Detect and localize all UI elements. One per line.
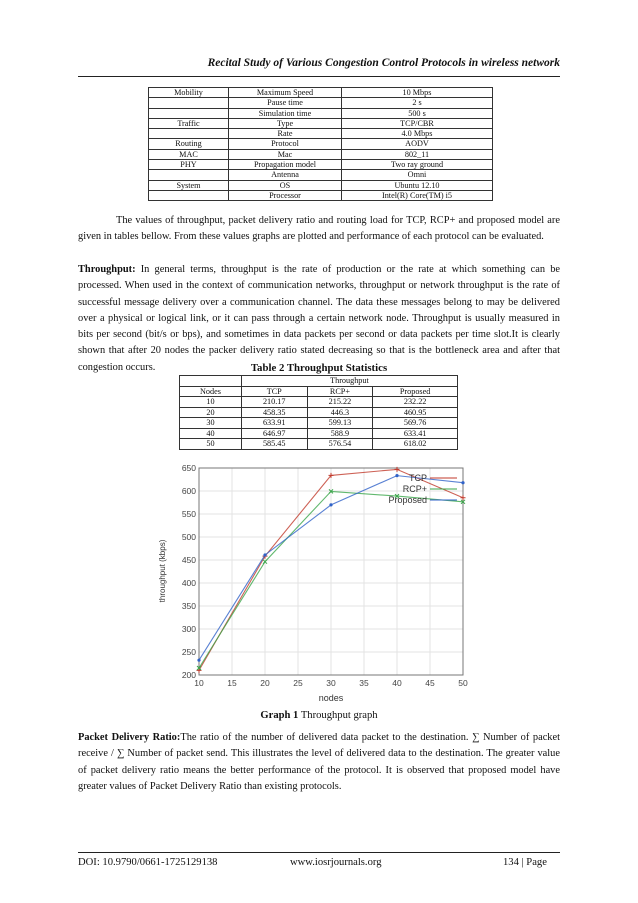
spec-row <box>149 180 493 190</box>
spec-cell: System <box>149 180 229 190</box>
throughput-cell: 633.41 <box>373 428 458 439</box>
throughput-row <box>180 407 458 418</box>
spec-row <box>149 160 493 170</box>
throughput-cell: 446.3 <box>307 407 373 418</box>
throughput-cell: 458.35 <box>241 407 307 418</box>
y-tick-label: 450 <box>181 555 196 565</box>
spec-cell <box>149 98 229 108</box>
legend-label: RCP+ <box>402 484 427 494</box>
y-tick-label: 550 <box>181 509 196 519</box>
throughput-row <box>180 397 458 408</box>
throughput-cell: 30 <box>180 418 242 429</box>
spec-cell: MAC <box>149 149 229 159</box>
y-tick-label: 400 <box>181 578 196 588</box>
spec-row <box>149 98 493 108</box>
throughput-paragraph <box>78 262 560 376</box>
spec-cell: OS <box>229 180 342 190</box>
spec-cell: Routing <box>149 139 229 149</box>
graph-caption-label: Graph 1 <box>260 710 299 721</box>
x-tick-label: 50 <box>458 678 468 688</box>
throughput-cell: 569.76 <box>373 418 458 429</box>
spec-row <box>149 170 493 180</box>
throughput-header-row <box>180 386 458 397</box>
throughput-cell: 588.9 <box>307 428 373 439</box>
spec-cell: Antenna <box>229 170 342 180</box>
throughput-cell: 618.02 <box>373 439 458 450</box>
throughput-heading: Throughput: <box>78 264 136 275</box>
throughput-column-header: Proposed <box>373 386 458 397</box>
spec-cell: PHY <box>149 160 229 170</box>
spec-cell: TCP/CBR <box>342 118 493 128</box>
throughput-column-header: Nodes <box>180 386 242 397</box>
x-tick-label: 25 <box>293 678 303 688</box>
throughput-cell: 50 <box>180 439 242 450</box>
x-tick-label: 15 <box>227 678 237 688</box>
throughput-table <box>179 375 458 450</box>
y-tick-label: 500 <box>181 532 196 542</box>
y-tick-label: 200 <box>181 670 196 680</box>
x-tick-label: 45 <box>425 678 435 688</box>
spec-cell: Traffic <box>149 118 229 128</box>
spec-cell: AODV <box>342 139 493 149</box>
throughput-cell: 599.13 <box>307 418 373 429</box>
table2-caption: Table 2 Throughput Statistics <box>250 362 388 374</box>
legend-label: Proposed <box>388 495 427 505</box>
spec-row <box>149 88 493 98</box>
throughput-row <box>180 428 458 439</box>
spec-cell: Omni <box>342 170 493 180</box>
spec-cell: Two ray ground <box>342 160 493 170</box>
y-tick-label: 600 <box>181 486 196 496</box>
x-tick-label: 40 <box>392 678 402 688</box>
spec-cell: Pause time <box>229 98 342 108</box>
data-point <box>263 553 266 556</box>
spec-row <box>149 129 493 139</box>
data-point <box>395 474 398 477</box>
throughput-column-header: RCP+ <box>307 386 373 397</box>
footer-page: 134 | Page <box>503 857 547 868</box>
throughput-cell: 10 <box>180 397 242 408</box>
y-axis-label: throughput (kbps) <box>158 539 167 603</box>
spec-cell <box>149 170 229 180</box>
data-point <box>329 503 332 506</box>
spec-row <box>149 108 493 118</box>
data-point <box>197 659 200 662</box>
spec-cell: 4.0 Mbps <box>342 129 493 139</box>
throughput-cell: 215.22 <box>307 397 373 408</box>
footer-site: www.iosrjournals.org <box>290 857 382 868</box>
spec-cell: 2 s <box>342 98 493 108</box>
spec-cell: Simulation time <box>229 108 342 118</box>
graph-caption-text: Throughput graph <box>298 710 378 721</box>
spec-cell <box>149 108 229 118</box>
running-header: Recital Study of Various Congestion Control Protocols in wireless network <box>207 57 560 69</box>
y-tick-label: 250 <box>181 647 196 657</box>
y-tick-label: 650 <box>181 463 196 473</box>
spec-row <box>149 149 493 159</box>
spec-row <box>149 118 493 128</box>
spec-cell: Protocol <box>229 139 342 149</box>
throughput-group-header: Throughput <box>241 376 457 387</box>
throughput-cell: 232.22 <box>373 397 458 408</box>
x-tick-label: 35 <box>359 678 369 688</box>
intro-paragraph: The values of throughput, packet delivery ratio and routing load for TCP, RCP+ and proposed model are given in tables bellow. From these values graphs are plotted and performance of each protocol can be evaluated. <box>78 215 560 243</box>
throughput-row <box>180 418 458 429</box>
x-tick-label: 20 <box>260 678 270 688</box>
graph-caption <box>78 710 560 721</box>
spec-cell: Type <box>229 118 342 128</box>
legend-label: TCP <box>409 473 427 483</box>
x-tick-label: 10 <box>194 678 204 688</box>
throughput-column-header: TCP <box>241 386 307 397</box>
pdr-heading: Packet Delivery Ratio: <box>78 732 181 743</box>
spec-cell: Rate <box>229 129 342 139</box>
throughput-graph <box>157 461 479 707</box>
spec-cell: Mobility <box>149 88 229 98</box>
spec-cell: Intel(R) Core(TM) i5 <box>342 190 493 200</box>
throughput-cell: 646.97 <box>241 428 307 439</box>
spec-cell <box>149 129 229 139</box>
spec-cell <box>149 190 229 200</box>
spec-cell: Maximum Speed <box>229 88 342 98</box>
pdr-paragraph <box>78 730 560 795</box>
throughput-table-corner <box>180 376 242 387</box>
throughput-cell: 585.45 <box>241 439 307 450</box>
spec-row <box>149 139 493 149</box>
throughput-row <box>180 439 458 450</box>
throughput-cell: 633.91 <box>241 418 307 429</box>
throughput-cell: 210.17 <box>241 397 307 408</box>
throughput-cell: 460.95 <box>373 407 458 418</box>
x-axis-label: nodes <box>318 693 344 703</box>
header-rule <box>78 76 560 77</box>
throughput-cell: 40 <box>180 428 242 439</box>
pdr-body: The ratio of the number of delivered data packet to the destination. ∑ Number of packet receive / ∑ Number of packet send. This illustrates the level of delivered data to the destination. The greater value of packet delivery ratio means the better performance of the protocol. It is observed that proposed model have greater values of Packet Delivery Ratio than existing protocols. <box>78 732 560 792</box>
throughput-cell: 20 <box>180 407 242 418</box>
spec-cell: Processor <box>229 190 342 200</box>
spec-cell: 802_11 <box>342 149 493 159</box>
spec-cell: Mac <box>229 149 342 159</box>
throughput-cell: 576.54 <box>307 439 373 450</box>
data-point <box>461 495 466 500</box>
spec-cell: Propagation model <box>229 160 342 170</box>
y-tick-label: 300 <box>181 624 196 634</box>
spec-cell: 10 Mbps <box>342 88 493 98</box>
simulation-parameters-table <box>148 87 493 201</box>
data-point <box>461 481 464 484</box>
throughput-body: In general terms, throughput is the rate of production or the rate at which something can be processed. When used in the context of communication networks, throughput or network throughput is the rate of successful message delivery over a communication channel. The data these messages belong to may be delivered over a physical or logical link, or it can pass through a certain network node. Throughput is usually measured in bits per second (bit/s or bps), and sometimes in data packets per second or data packets per time slot.It is clearly shown that after 20 nodes the packer delivery ratio stated decreasing so that is the bottleneck area and after that congestion occurs. <box>78 264 560 373</box>
spec-cell: 500 s <box>342 108 493 118</box>
spec-row <box>149 190 493 200</box>
footer-rule <box>78 852 560 853</box>
footer-doi: DOI: 10.9790/0661-1725129138 <box>78 857 218 868</box>
y-tick-label: 350 <box>181 601 196 611</box>
spec-cell: Ubuntu 12.10 <box>342 180 493 190</box>
x-tick-label: 30 <box>326 678 336 688</box>
